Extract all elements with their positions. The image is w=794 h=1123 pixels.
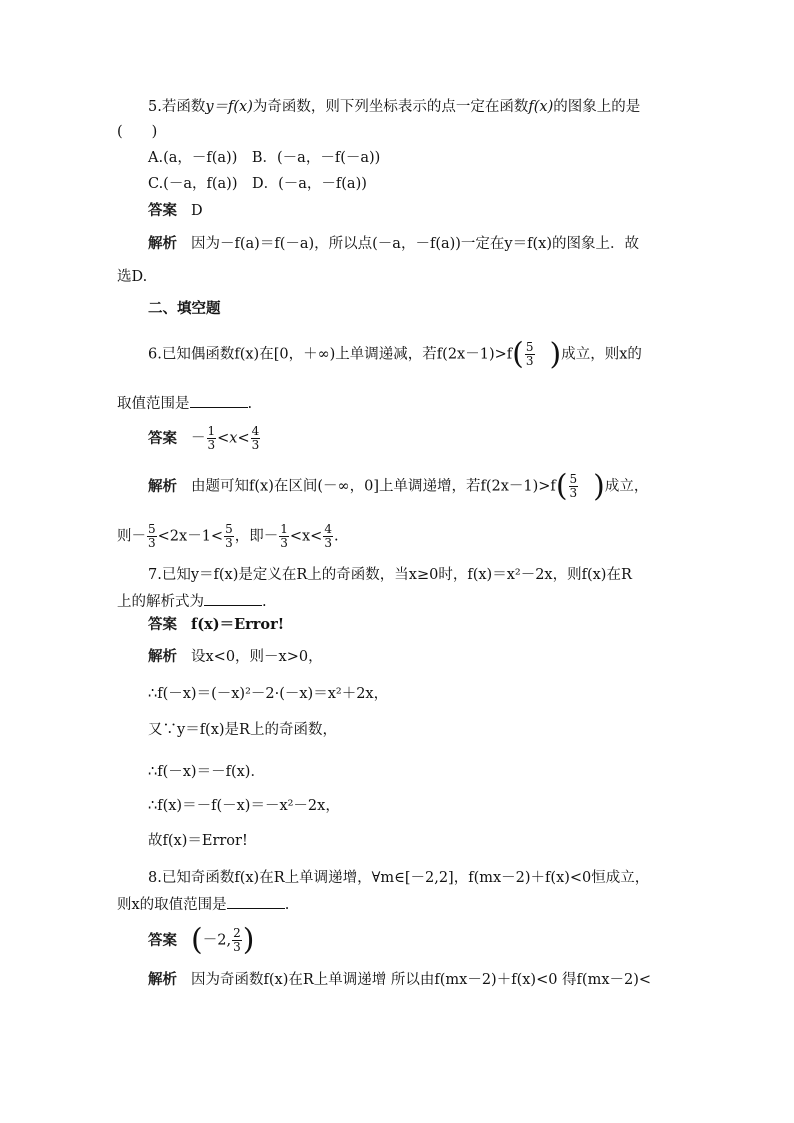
q5-stem-text: 5.若函数: [148, 99, 206, 115]
analysis-label: 解析: [148, 478, 177, 495]
q8-stem-line-2: 则x的取值范围是 .: [117, 894, 289, 915]
q5-stem-fx: f(x): [528, 99, 554, 115]
fraction: $\frac{5}{3}$: [569, 472, 578, 500]
q5-stem-text-2: 为奇函数，则下列坐标表示的点一定在函数: [252, 99, 529, 115]
q8-answer: 答案 (－2, $\frac{2}{3}$ ): [148, 922, 255, 958]
q5-analysis-text: 因为－f(a)＝f(－a)，所以点(－a，－f(a))一定在y＝f(x)的图象上．故: [191, 236, 639, 252]
fraction: $\frac{5}{3}$: [525, 340, 534, 368]
fraction: $\frac{4}{3}$: [251, 424, 260, 452]
fraction: $\frac{5}{3}$: [225, 522, 233, 550]
answer-label: 答案: [148, 617, 177, 633]
q6-stem: [148, 336, 642, 372]
analysis-label: 解析: [148, 649, 177, 665]
q7-analysis-step-5: ∴f(x)＝－f(－x)＝－x²－2x，: [148, 798, 340, 814]
q7-analysis-step-6: 故f(x)＝Error!: [148, 833, 248, 849]
q5-stem: [148, 97, 640, 117]
q5-options-ab: A.(a，－f(a)) B．(－a，－f(－a)): [148, 150, 381, 166]
q6-analysis-cont: 则－ $\frac{5}{3}$ <2x－1< $\frac{5}{3}$ ，即－ $\frac{1}{3}$ <x< $\frac{4}{3}$ .: [117, 522, 339, 550]
q6-analysis: 解析 由题可知f(x)在区间(－∞，0]上单调递增，若f(2x－1)>f( $\frac{5}{3}$ )成立，: [148, 468, 649, 504]
left-paren: (: [512, 336, 524, 372]
analysis-label: 解析: [148, 236, 177, 252]
q5-stem-function: y＝f(x): [205, 99, 253, 115]
q7-stem: 7.已知y＝f(x)是定义在R上的奇函数，当x≥0时，f(x)＝x²－2x，则f(x)在R: [148, 567, 632, 583]
q7-answer: [148, 615, 284, 635]
q6-answer: 答案 － $\frac{1}{3}$ <x< $\frac{4}{3}$: [148, 424, 260, 452]
answer-label: 答案: [148, 430, 177, 447]
q7-analysis-step-4: ∴f(－x)＝－f(x)．: [148, 764, 265, 780]
q5-analysis: [148, 234, 639, 254]
q6-stem-text-2: 成立，则x的: [561, 346, 642, 363]
fraction: $\frac{2}{3}$: [233, 926, 241, 954]
q7-analysis-step-3: 又∵y＝f(x)是R上的奇函数，: [148, 722, 337, 738]
fraction: $\frac{1}{3}$: [207, 424, 216, 452]
analysis-label: 解析: [148, 972, 177, 988]
fraction: $\frac{1}{3}$: [280, 522, 288, 550]
q5-paren: ( ): [117, 124, 158, 140]
fraction: $\frac{5}{3}$: [148, 522, 156, 550]
q5-options-cd: C.(－a，f(a)) D．(－a，－f(a)): [148, 176, 367, 192]
q8-analysis: 解析 因为奇函数f(x)在R上单调递增 所以由f(mx－2)＋f(x)<0 得f(mx－2)<: [148, 972, 652, 988]
fraction: $\frac{4}{3}$: [324, 522, 332, 550]
right-paren: ): [549, 336, 562, 372]
section-title: 二、填空题: [148, 301, 221, 317]
q5-answer-value: D: [191, 203, 203, 219]
answer-blank: [227, 894, 285, 909]
q7-analysis: 解析 设x<0，则－x>0，: [148, 649, 323, 665]
answer-blank: [190, 393, 248, 408]
answer-blank: [204, 591, 262, 606]
q7-stem-line-2: 上的解析式为 .: [117, 591, 267, 612]
q5-stem-text-3: 的图象上的是: [553, 99, 641, 115]
q5-analysis-cont: 选D.: [117, 269, 148, 285]
q6-stem-line-2: 取值范围是 .: [117, 393, 252, 414]
q8-stem: 8.已知奇函数f(x)在R上单调递增，∀m∈[－2,2]，f(mx－2)＋f(x)<0恒成立，: [148, 870, 650, 886]
q5-answer: [148, 201, 203, 221]
answer-label: 答案: [148, 203, 177, 219]
q6-stem-text: 6.已知偶函数f(x)在[0，＋∞)上单调递减，若f(2x－1)>f: [148, 346, 513, 363]
q7-analysis-step-2: ∴f(－x)＝(－x)²－2·(－x)＝x²＋2x，: [148, 686, 389, 702]
answer-label: 答案: [148, 932, 177, 949]
q7-answer-value: f(x)＝Error!: [191, 616, 285, 633]
